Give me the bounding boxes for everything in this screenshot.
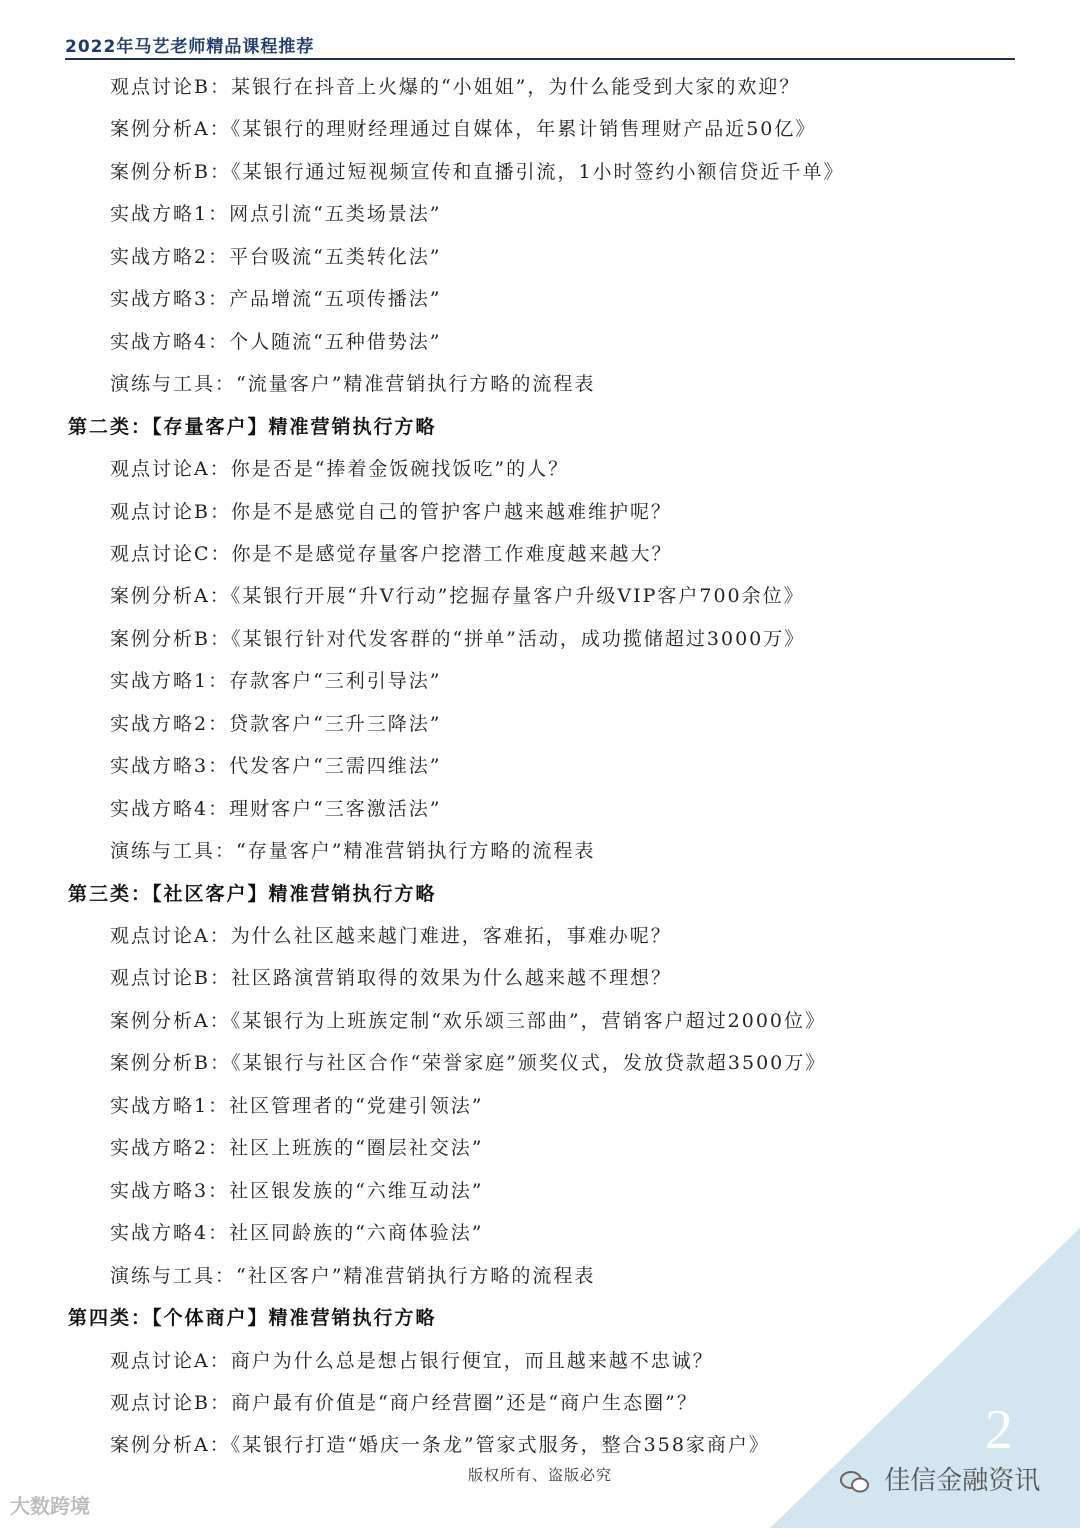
outline-item: 演练与工具：“存量客户”精准营销执行方略的流程表 bbox=[110, 840, 596, 862]
wechat-icon bbox=[840, 1471, 870, 1493]
outline-item: 观点讨论B：商户最有价值是“商户经营圈”还是“商户生态圈”？ bbox=[110, 1392, 698, 1414]
outline-item: 观点讨论B：社区路演营销取得的效果为什么越来越不理想？ bbox=[110, 967, 672, 989]
header-title: 2022年马艺老师精品课程推荐 bbox=[65, 37, 315, 57]
outline-item: 案例分析B：《某银行针对代发客群的“拼单”活动，成功揽储超过3000万》 bbox=[110, 628, 806, 650]
watermark-left-text: 大数跨境 bbox=[10, 1494, 90, 1518]
outline-item: 案例分析A：《某银行为上班族定制“欢乐颂三部曲”，营销客户超过2000位》 bbox=[110, 1010, 827, 1032]
outline-item: 实战方略1：社区管理者的“党建引领法” bbox=[110, 1095, 484, 1117]
outline-item: 实战方略2：平台吸流“五类转化法” bbox=[110, 246, 442, 268]
outline-item: 实战方略2：贷款客户“三升三降法” bbox=[110, 713, 442, 735]
outline-item: 观点讨论B：某银行在抖音上火爆的“小姐姐”，为什么能受到大家的欢迎？ bbox=[110, 76, 801, 98]
outline-item: 实战方略2：社区上班族的“圈层社交法” bbox=[110, 1137, 484, 1159]
outline-item: 观点讨论A：商户为什么总是想占银行便宜，而且越来越不忠诚？ bbox=[110, 1350, 714, 1372]
page-number: 2 bbox=[985, 1399, 1013, 1461]
outline-item: 案例分析A：《某银行的理财经理通过自媒体，年累计销售理财产品近50亿》 bbox=[110, 118, 817, 140]
outline-item: 实战方略3：代发客户“三需四维法” bbox=[110, 755, 442, 777]
outline-item: 实战方略4：理财客户“三客激活法” bbox=[110, 798, 442, 820]
outline-item: 实战方略1：存款客户“三利引导法” bbox=[110, 670, 442, 692]
outline-item: 演练与工具：“流量客户”精准营销执行方略的流程表 bbox=[110, 373, 596, 395]
outline-item: 观点讨论C：你是不是感觉存量客户挖潜工作难度越来越大？ bbox=[110, 543, 673, 565]
outline-item: 实战方略3：社区银发族的“六维互动法” bbox=[110, 1180, 484, 1202]
outline-item: 案例分析B：《某银行通过短视频宣传和直播引流，1小时签约小额信贷近千单》 bbox=[110, 161, 845, 183]
outline-item: 实战方略4：个人随流“五种借势法” bbox=[110, 331, 442, 353]
outline-item: 实战方略1：网点引流“五类场景法” bbox=[110, 203, 442, 225]
outline-item: 案例分析A：《某银行打造“婚庆一条龙”管家式服务，整合358家商户》 bbox=[110, 1434, 770, 1456]
outline-item: 观点讨论A：你是否是“捧着金饭碗找饭吃”的人？ bbox=[110, 458, 570, 480]
page-header bbox=[65, 30, 1015, 60]
outline-item: 演练与工具：“社区客户”精准营销执行方略的流程表 bbox=[110, 1265, 596, 1287]
section-heading: 第四类：【个体商户】精准营销执行方略 bbox=[68, 1307, 437, 1329]
watermark-right-text: 佳信金融资讯 bbox=[884, 1466, 1041, 1496]
outline-item: 实战方略4：社区同龄族的“六商体验法” bbox=[110, 1222, 484, 1244]
outline-item: 观点讨论A：为什么社区越来越门难进，客难拓，事难办呢？ bbox=[110, 925, 672, 947]
outline-item: 实战方略3：产品增流“五项传播法” bbox=[110, 288, 442, 310]
section-heading: 第二类：【存量客户】精准营销执行方略 bbox=[68, 416, 437, 438]
outline-item: 案例分析A：《某银行开展“升V行动”挖掘存量客户升级VIP客户700余位》 bbox=[110, 585, 805, 607]
watermark-right bbox=[840, 1460, 1040, 1497]
outline-item: 案例分析B：《某银行与社区合作“荣誉家庭”颁奖仪式，发放贷款超3500万》 bbox=[110, 1052, 827, 1074]
section-heading: 第三类：【社区客户】精准营销执行方略 bbox=[68, 883, 437, 905]
watermark-left bbox=[10, 1490, 90, 1519]
copyright-footer: 版权所有、盗版必究 bbox=[467, 1466, 612, 1484]
outline-item: 观点讨论B：你是不是感觉自己的管护客户越来越难维护呢？ bbox=[110, 501, 672, 523]
